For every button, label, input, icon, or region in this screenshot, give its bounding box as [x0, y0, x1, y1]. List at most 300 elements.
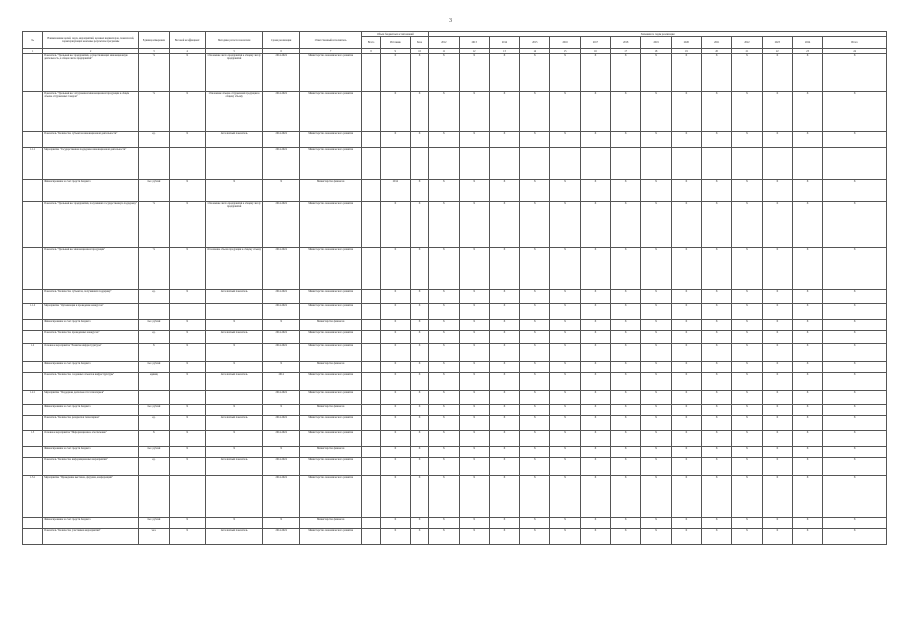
row-final: X: [823, 447, 887, 458]
row-year-value: X: [520, 331, 550, 344]
row-name: Показатель "Количество информационных мероприятий": [43, 458, 139, 476]
row-year-value: X: [671, 202, 701, 248]
row-period: X: [263, 518, 299, 529]
row-source: [380, 148, 410, 180]
row-name: Основное мероприятие "Информационное обеспечение": [43, 431, 139, 447]
row-year-value: X: [429, 518, 459, 529]
row-year-value: X: [762, 202, 792, 248]
row-year-value: X: [671, 391, 701, 405]
row-year-value: X: [550, 331, 580, 344]
row-weight: X: [169, 405, 205, 416]
row-final: X: [823, 344, 887, 362]
row-year-value: X: [762, 391, 792, 405]
row-year-value: X: [489, 416, 519, 431]
header-year: 2014: [489, 37, 519, 49]
row-name: Показатель "Удельный вес инновационной продукции": [43, 248, 139, 290]
row-name: Показатель "Количество созданных объектов инфраструктуры": [43, 373, 139, 391]
column-number: 13: [489, 49, 519, 54]
row-weight: X: [169, 132, 205, 148]
row-year-value: X: [702, 458, 732, 476]
row-number: [23, 320, 43, 331]
row-period: 2014-2024: [263, 476, 299, 518]
row-base: X: [410, 476, 428, 518]
row-name: Показатель "Количество проведенных конкурсов": [43, 331, 139, 344]
row-year-value: [671, 148, 701, 180]
row-year-value: X: [459, 416, 489, 431]
row-year-value: X: [520, 458, 550, 476]
row-period: X: [263, 180, 299, 202]
row-source: X: [380, 529, 410, 545]
row-method: Абсолютный показатель: [205, 373, 263, 391]
row-year-value: X: [702, 416, 732, 431]
row-executor: Министерство финансов: [299, 518, 362, 529]
row-year-value: X: [520, 202, 550, 248]
row-final: X: [823, 92, 887, 132]
row-final: X: [823, 180, 887, 202]
row-year-value: X: [641, 458, 671, 476]
row-year-value: X: [702, 180, 732, 202]
row-unit: %: [139, 54, 169, 92]
table-row: [23, 458, 887, 476]
row-year-value: X: [641, 476, 671, 518]
row-year-value: X: [580, 248, 610, 290]
row-year-value: X: [762, 373, 792, 391]
row-year-value: X: [792, 248, 822, 290]
row-executor: Министерство финансов: [299, 362, 362, 373]
row-year-value: X: [489, 518, 519, 529]
row-total: [362, 180, 380, 202]
row-method: Абсолютный показатель: [205, 529, 263, 545]
row-final: X: [823, 304, 887, 320]
row-year-value: X: [580, 447, 610, 458]
row-period: 2014-2024: [263, 304, 299, 320]
row-year-value: X: [489, 320, 519, 331]
row-final: X: [823, 391, 887, 405]
table-row: [23, 54, 887, 92]
row-source: X: [380, 458, 410, 476]
row-year-value: X: [732, 180, 762, 202]
row-source: X: [380, 54, 410, 92]
table-row: [23, 431, 887, 447]
row-final: X: [823, 320, 887, 331]
header-year: 2024: [792, 37, 822, 49]
row-number: [23, 92, 43, 132]
row-year-value: X: [611, 180, 641, 202]
row-year-value: X: [732, 92, 762, 132]
column-number: 1: [23, 49, 43, 54]
row-year-value: [550, 148, 580, 180]
row-number: [23, 248, 43, 290]
row-year-value: X: [611, 458, 641, 476]
row-year-value: X: [792, 405, 822, 416]
column-number: 9: [380, 49, 410, 54]
table-row: [23, 344, 887, 362]
row-year-value: X: [459, 344, 489, 362]
row-year-value: X: [641, 290, 671, 304]
row-year-value: X: [429, 416, 459, 431]
row-year-value: X: [459, 391, 489, 405]
row-number: [23, 202, 43, 248]
row-name: Финансирование за счет средств бюджета: [43, 362, 139, 373]
row-year-value: X: [792, 529, 822, 545]
row-year-value: X: [641, 416, 671, 431]
table-row: [23, 405, 887, 416]
table-row: [23, 290, 887, 304]
row-year-value: X: [792, 92, 822, 132]
row-period: 2014-2024: [263, 132, 299, 148]
row-period: 2014: [263, 373, 299, 391]
row-source: X: [380, 447, 410, 458]
row-year-value: X: [459, 362, 489, 373]
row-weight: X: [169, 518, 205, 529]
row-year-value: X: [641, 373, 671, 391]
row-final: X: [823, 248, 887, 290]
row-year-value: X: [732, 290, 762, 304]
row-period: 2014-2024: [263, 416, 299, 431]
row-year-value: X: [459, 290, 489, 304]
row-year-value: X: [671, 320, 701, 331]
row-year-value: X: [459, 180, 489, 202]
row-executor: Министерство финансов: [299, 447, 362, 458]
row-executor: Министерство экономического развития: [299, 132, 362, 148]
header-year: 2013: [459, 37, 489, 49]
row-year-value: X: [762, 180, 792, 202]
row-year-value: X: [550, 431, 580, 447]
row-period: 2014-2024: [263, 92, 299, 132]
column-number: 17: [611, 49, 641, 54]
row-weight: X: [169, 331, 205, 344]
row-executor: Министерство экономического развития: [299, 529, 362, 545]
row-year-value: X: [550, 132, 580, 148]
row-source: X: [380, 290, 410, 304]
row-year-value: [641, 148, 671, 180]
row-year-value: X: [702, 202, 732, 248]
row-year-value: X: [611, 304, 641, 320]
row-final: X: [823, 373, 887, 391]
row-total: [362, 529, 380, 545]
row-base: X: [410, 416, 428, 431]
row-unit: тыс. рублей: [139, 447, 169, 458]
row-year-value: X: [459, 518, 489, 529]
row-base: X: [410, 304, 428, 320]
row-year-value: X: [792, 391, 822, 405]
row-year-value: X: [641, 362, 671, 373]
row-name: Показатель "Удельный вес предприятий, получивших государственную поддержку": [43, 202, 139, 248]
row-number: [23, 529, 43, 545]
row-year-value: X: [732, 458, 762, 476]
row-year-value: X: [520, 431, 550, 447]
row-year-value: X: [489, 290, 519, 304]
row-total: [362, 344, 380, 362]
row-method: Абсолютный показатель: [205, 458, 263, 476]
row-name: Показатель "Удельный вес отгруженной инновационной продукции в общем объеме отгруженных товаров": [43, 92, 139, 132]
row-source: X: [380, 320, 410, 331]
row-year-value: X: [671, 447, 701, 458]
row-year-value: X: [580, 362, 610, 373]
row-source: X: [380, 331, 410, 344]
row-year-value: X: [732, 331, 762, 344]
row-year-value: X: [732, 447, 762, 458]
row-unit: [139, 391, 169, 405]
row-number: [23, 290, 43, 304]
row-year-value: X: [792, 180, 822, 202]
row-year-value: X: [580, 290, 610, 304]
row-year-value: X: [520, 320, 550, 331]
row-year-value: X: [671, 518, 701, 529]
row-year-value: X: [732, 320, 762, 331]
row-weight: X: [169, 529, 205, 545]
row-year-value: X: [520, 290, 550, 304]
row-year-value: X: [580, 518, 610, 529]
row-period: 2014-2024: [263, 431, 299, 447]
row-unit: единиц: [139, 373, 169, 391]
table-row: [23, 180, 887, 202]
row-source: X: [380, 344, 410, 362]
row-year-value: X: [550, 54, 580, 92]
program-indicators-table: [22, 31, 887, 545]
row-period: 2014-2024: [263, 391, 299, 405]
row-year-value: X: [520, 447, 550, 458]
row-executor: Министерство экономического развития: [299, 290, 362, 304]
row-year-value: X: [459, 132, 489, 148]
row-year-value: X: [489, 344, 519, 362]
row-year-value: X: [792, 362, 822, 373]
row-weight: X: [169, 344, 205, 362]
row-year-value: X: [671, 180, 701, 202]
header-total: Всего: [362, 37, 380, 49]
row-year-value: X: [489, 54, 519, 92]
row-weight: X: [169, 373, 205, 391]
row-base: X: [410, 202, 428, 248]
row-year-value: X: [580, 54, 610, 92]
row-method: X: [205, 405, 263, 416]
row-year-value: X: [762, 92, 792, 132]
row-year-value: X: [702, 447, 732, 458]
row-year-value: [702, 148, 732, 180]
table-row: [23, 373, 887, 391]
row-weight: X: [169, 248, 205, 290]
row-year-value: X: [580, 202, 610, 248]
row-unit: чел.: [139, 529, 169, 545]
row-period: 2014-2024: [263, 458, 299, 476]
row-unit: X: [139, 344, 169, 362]
row-name: Финансирование за счет средств бюджета: [43, 518, 139, 529]
row-year-value: X: [550, 248, 580, 290]
row-period: 2014-2024: [263, 529, 299, 545]
row-year-value: X: [671, 458, 701, 476]
row-source: 2014: [380, 180, 410, 202]
row-year-value: X: [489, 373, 519, 391]
row-method: Абсолютный показатель: [205, 132, 263, 148]
row-total: [362, 290, 380, 304]
row-year-value: X: [580, 476, 610, 518]
row-method: Абсолютный показатель: [205, 290, 263, 304]
row-total: [362, 476, 380, 518]
row-base: X: [410, 344, 428, 362]
row-year-value: X: [641, 92, 671, 132]
row-year-value: X: [489, 391, 519, 405]
row-year-value: X: [459, 54, 489, 92]
row-base: X: [410, 518, 428, 529]
row-year-value: X: [671, 362, 701, 373]
row-year-value: X: [580, 331, 610, 344]
row-year-value: X: [550, 518, 580, 529]
row-year-value: X: [671, 248, 701, 290]
row-total: [362, 391, 380, 405]
row-year-value: X: [611, 248, 641, 290]
row-base: [410, 148, 428, 180]
row-year-value: X: [702, 391, 732, 405]
row-base: X: [410, 320, 428, 331]
row-year-value: X: [732, 132, 762, 148]
row-year-value: X: [641, 344, 671, 362]
row-executor: Министерство экономического развития: [299, 331, 362, 344]
row-year-value: X: [702, 331, 732, 344]
row-year-value: [732, 148, 762, 180]
row-period: 2014-2024: [263, 202, 299, 248]
row-year-value: X: [671, 54, 701, 92]
table-row: [23, 202, 887, 248]
row-year-value: X: [459, 92, 489, 132]
row-year-value: X: [611, 344, 641, 362]
row-period: 2014-2024: [263, 148, 299, 180]
row-number: [23, 362, 43, 373]
row-year-value: X: [641, 431, 671, 447]
row-year-value: X: [429, 447, 459, 458]
row-number: [23, 458, 43, 476]
row-name: Финансирование за счет средств бюджета: [43, 180, 139, 202]
row-year-value: X: [459, 202, 489, 248]
row-year-value: X: [671, 373, 701, 391]
row-final: X: [823, 362, 887, 373]
header-name: Наименование целей, задач, мероприятий, целевых индикаторов, показателей, характеризующих конечные результаты программы: [43, 32, 139, 49]
row-year-value: [762, 148, 792, 180]
row-period: X: [263, 447, 299, 458]
row-executor: Министерство финансов: [299, 405, 362, 416]
row-final: X: [823, 405, 887, 416]
row-name: Мероприятие "Поддержка деятельности технопарков": [43, 391, 139, 405]
header-year: 2020: [671, 37, 701, 49]
row-year-value: X: [732, 391, 762, 405]
row-base: X: [410, 180, 428, 202]
row-year-value: X: [550, 344, 580, 362]
row-weight: X: [169, 290, 205, 304]
table-row: [23, 476, 887, 518]
header-unit: Единица измерения: [139, 32, 169, 49]
row-source: X: [380, 362, 410, 373]
row-method: X: [205, 518, 263, 529]
row-source: X: [380, 391, 410, 405]
row-year-value: X: [762, 518, 792, 529]
row-source: X: [380, 202, 410, 248]
row-year-value: X: [671, 92, 701, 132]
row-weight: X: [169, 416, 205, 431]
row-final: X: [823, 132, 887, 148]
row-method: Отношение числа предприятий к общему числу предприятий: [205, 54, 263, 92]
row-name: Показатель "Количество субъектов инновационной деятельности": [43, 132, 139, 148]
column-number: 24: [823, 49, 887, 54]
row-year-value: X: [671, 405, 701, 416]
row-base: X: [410, 405, 428, 416]
row-period: X: [263, 320, 299, 331]
row-year-value: X: [550, 373, 580, 391]
row-year-value: [459, 148, 489, 180]
row-year-value: X: [550, 476, 580, 518]
row-year-value: X: [792, 458, 822, 476]
column-number: 10: [410, 49, 428, 54]
row-total: [362, 132, 380, 148]
row-source: X: [380, 518, 410, 529]
row-base: X: [410, 447, 428, 458]
header-year: 2023: [762, 37, 792, 49]
row-number: [23, 373, 43, 391]
row-year-value: X: [489, 92, 519, 132]
row-year-value: X: [520, 416, 550, 431]
table-wrapper: [22, 31, 887, 631]
row-year-value: X: [459, 476, 489, 518]
row-total: [362, 304, 380, 320]
row-year-value: X: [489, 405, 519, 416]
row-base: X: [410, 331, 428, 344]
row-total: [362, 447, 380, 458]
row-number: 1.3.1: [23, 476, 43, 518]
row-year-value: X: [732, 202, 762, 248]
row-year-value: X: [732, 344, 762, 362]
header-year: 2012: [429, 37, 459, 49]
header-source: Источник: [380, 37, 410, 49]
row-year-value: X: [702, 320, 732, 331]
row-unit: [139, 304, 169, 320]
row-year-value: X: [702, 373, 732, 391]
row-unit: X: [139, 431, 169, 447]
row-year-value: X: [520, 304, 550, 320]
row-year-value: X: [550, 458, 580, 476]
column-number: 20: [702, 49, 732, 54]
row-year-value: X: [550, 304, 580, 320]
row-source: X: [380, 416, 410, 431]
column-number: 5: [205, 49, 263, 54]
column-number: 7: [299, 49, 362, 54]
table-row: [23, 391, 887, 405]
row-year-value: X: [429, 405, 459, 416]
row-unit: ед.: [139, 331, 169, 344]
row-number: 1.3: [23, 431, 43, 447]
row-year-value: X: [732, 54, 762, 92]
row-year-value: X: [550, 180, 580, 202]
row-year-value: X: [732, 405, 762, 416]
row-method: Отношение числа предприятий к общему числу предприятий: [205, 202, 263, 248]
row-total: [362, 405, 380, 416]
row-year-value: X: [792, 290, 822, 304]
row-weight: X: [169, 447, 205, 458]
row-number: 1.2.1: [23, 391, 43, 405]
column-number: 18: [641, 49, 671, 54]
row-year-value: X: [550, 362, 580, 373]
row-year-value: X: [489, 202, 519, 248]
row-year-value: X: [702, 362, 732, 373]
row-year-value: X: [429, 180, 459, 202]
row-source: X: [380, 373, 410, 391]
row-year-value: X: [641, 391, 671, 405]
row-year-value: X: [459, 447, 489, 458]
row-year-value: X: [732, 431, 762, 447]
row-year-value: X: [459, 320, 489, 331]
column-number: 8: [362, 49, 380, 54]
row-unit: %: [139, 248, 169, 290]
row-year-value: X: [702, 304, 732, 320]
row-year-value: X: [732, 304, 762, 320]
row-source: X: [380, 92, 410, 132]
